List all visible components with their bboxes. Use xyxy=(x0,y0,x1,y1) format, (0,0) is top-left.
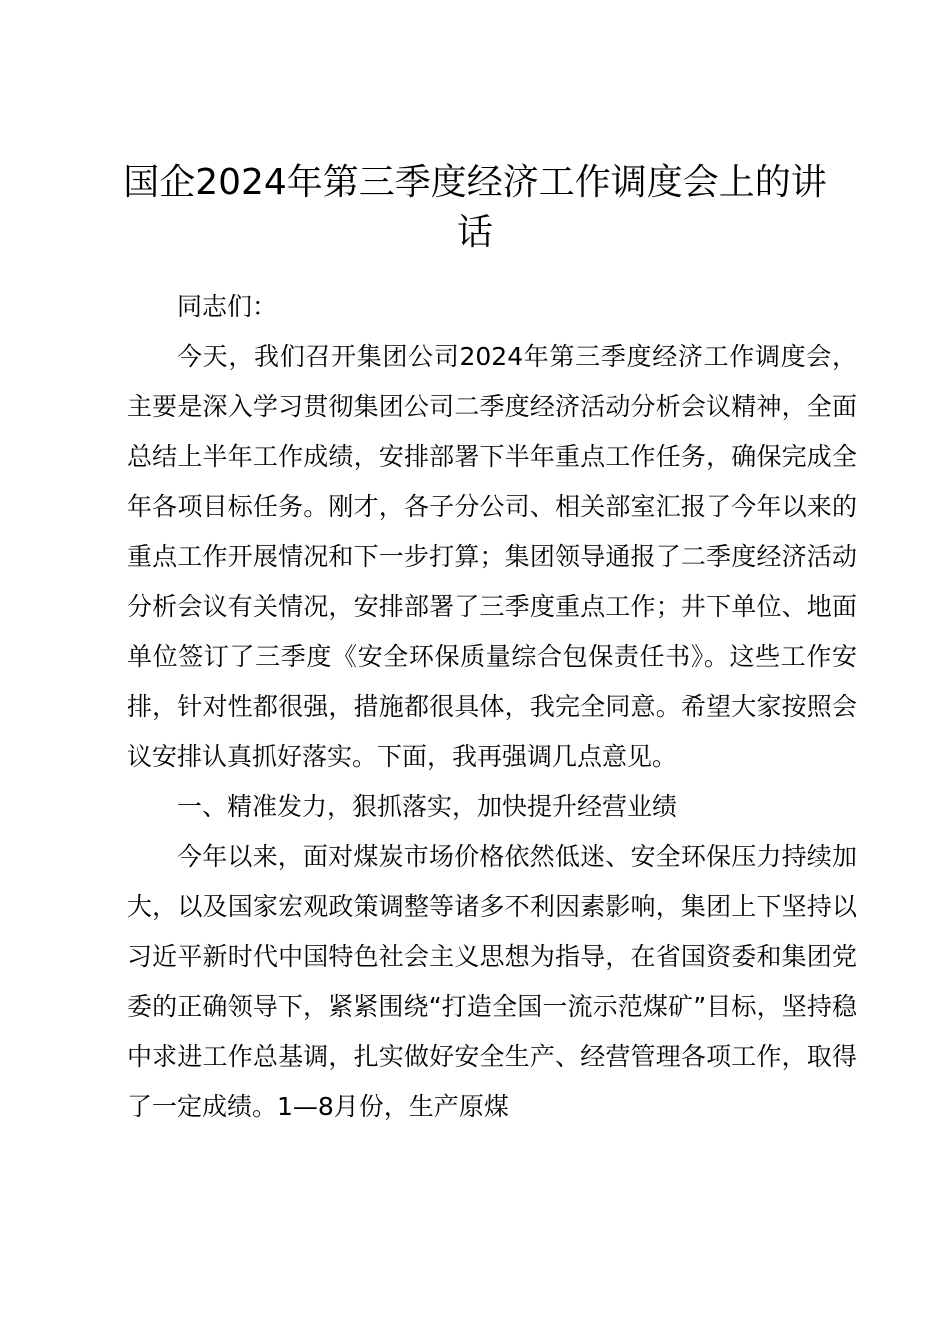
document-title: 国企2024年第三季度经济工作调度会上的讲话 xyxy=(123,162,827,253)
section-paragraph: 今年以来，面对煤炭市场价格依然低迷、安全环保压力持续加大，以及国家宏观政策调整等诸多不利因素影响，集团上下坚持以习近平新时代中国特色社会主义思想为指导，在省国资委和集团党委的正确领导下，紧紧围绕“打造全国一流示范煤矿”目标，坚持稳中求进工作总基调，扎实做好安全生产、经营管理各项工作，取得了一定成绩。1—8月份，生产原煤 xyxy=(127,842,857,1121)
opening-paragraph: 今天，我们召开集团公司2024年第三季度经济工作调度会，主要是深入学习贯彻集团公司二季度经济活动分析会议精神，全面总结上半年工作成绩，安排部署下半年重点工作任务，确保完成全年各项目标任务。刚才，各子分公司、相关部室汇报了今年以来的重点工作开展情况和下一步打算；集团领导通报了二季度经济活动分析会议有关情况，安排部署了三季度重点工作；井下单位、地面单位签订了三季度《安全环保质量综合包保责任书》。这些工作安排，针对性都很强，措施都很具体，我完全同意。希望大家按照会议安排认真抓好落实。下面，我再强调几点意见。 xyxy=(127,342,857,771)
document-body xyxy=(127,282,857,1132)
section-heading: 一、精准发力，狠抓落实，加快提升经营业绩 xyxy=(177,792,678,821)
salutation: 同志们： xyxy=(177,292,278,321)
